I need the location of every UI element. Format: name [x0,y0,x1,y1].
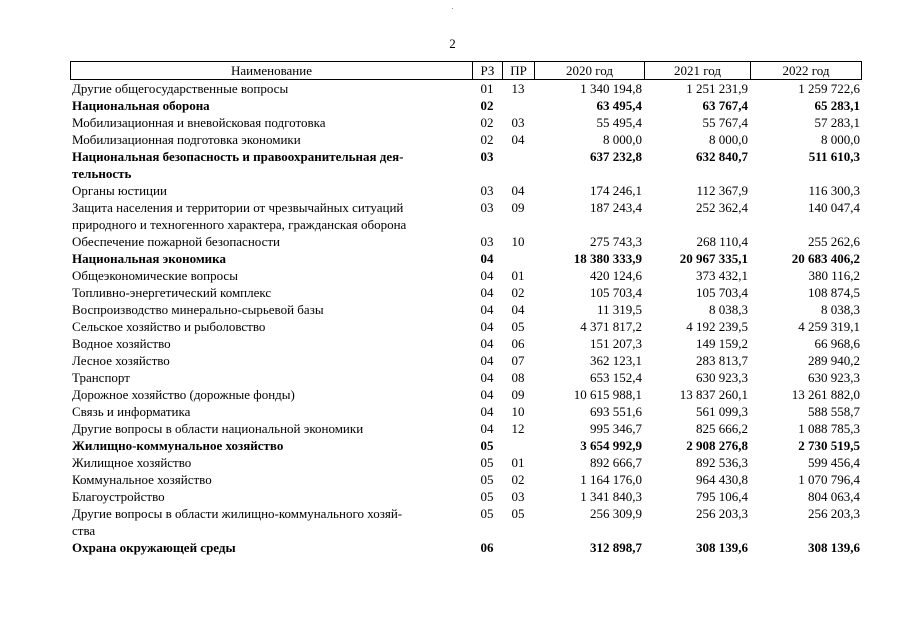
table-body [70,80,862,556]
row-value-2020: 362 123,1 [590,353,642,368]
row-rz: 04 [480,353,494,368]
row-value-2021: 825 666,2 [696,421,748,436]
row-rz: 04 [480,302,494,317]
row-rz: 02 [480,132,494,147]
row-name: Мобилизационная подготовка экономики [72,132,301,147]
row-value-2022: 116 300,3 [808,183,860,198]
row-rz: 06 [480,540,494,555]
row-value-2020: 653 152,4 [590,370,642,385]
row-value-2022: 255 262,6 [808,234,860,249]
row-value-2022: 1 259 722,6 [798,81,860,96]
section-row [70,97,862,114]
table-row [70,454,862,471]
row-name: Сельское хозяйство и рыболовство [72,319,266,334]
row-value-2020: 11 319,5 [596,302,642,317]
row-rz: 03 [480,183,494,198]
row-value-2020: 8 000,0 [603,132,642,147]
row-rz: 02 [480,98,494,113]
row-rz: 05 [480,472,494,487]
row-name: Мобилизационная и вневойсковая подготовка [72,115,326,130]
row-rz [472,216,502,233]
row-value-2022: 511 610,3 [808,149,860,164]
row-name: природного и техногенного характера, гражданская оборона [72,217,407,232]
header-2022: 2022 год [750,62,862,79]
row-pr [502,216,534,233]
row-value-2021 [644,216,750,233]
row-name: Жилищно-коммунальное хозяйство [72,438,284,453]
table-row [70,335,862,352]
row-pr: 01 [511,268,525,283]
row-value-2022: 2 730 519,5 [798,438,860,453]
row-value-2022: 308 139,6 [808,540,860,555]
table-row [70,267,862,284]
row-pr [502,250,534,267]
table-row [70,488,862,505]
row-value-2022: 804 063,4 [808,489,860,504]
row-value-2021: 63 767,4 [702,98,748,113]
row-pr: 09 [511,387,525,402]
row-value-2021: 964 430,8 [696,472,748,487]
row-name: Обеспечение пожарной безопасности [72,234,281,249]
row-name: Воспроизводство минерально-сырьевой базы [72,302,324,317]
row-rz [472,165,502,182]
table-row [70,284,862,301]
row-value-2020: 892 666,7 [590,455,642,470]
section-row [70,148,862,165]
row-value-2022: 599 456,4 [808,455,860,470]
page-number: 2 [449,36,456,51]
section-row [70,165,862,182]
row-name: ства [72,523,96,538]
row-value-2022: 140 047,4 [808,200,860,215]
row-value-2021: 630 923,3 [696,370,748,385]
row-value-2022: 256 203,3 [808,506,860,521]
row-value-2020 [534,165,644,182]
row-rz: 01 [480,81,494,96]
row-pr [502,539,534,556]
row-value-2020: 18 380 333,9 [573,251,642,266]
table-row [70,386,862,403]
row-value-2020: 187 243,4 [590,200,642,215]
row-value-2022: 13 261 882,0 [791,387,860,402]
row-value-2021: 256 203,3 [696,506,748,521]
row-name: Водное хозяйство [72,336,171,351]
row-value-2022: 1 088 785,3 [798,421,860,436]
row-name: Защита населения и территории от чрезвычайных ситуаций [72,200,404,215]
row-rz: 02 [480,115,494,130]
row-rz: 05 [480,455,494,470]
row-name: Охрана окружающей среды [72,540,236,555]
row-name: Национальная оборона [72,98,210,113]
row-value-2021: 112 367,9 [696,183,748,198]
table-row [70,403,862,420]
row-value-2020: 10 615 988,1 [573,387,642,402]
header-rz: РЗ [472,62,502,79]
row-pr [502,148,534,165]
row-value-2021: 308 139,6 [696,540,748,555]
row-rz: 04 [480,404,494,419]
row-rz: 04 [480,251,494,266]
row-value-2020: 693 551,6 [590,404,642,419]
table-row [70,216,862,233]
row-value-2020: 420 124,6 [590,268,642,283]
row-value-2022: 289 940,2 [808,353,860,368]
row-value-2020: 151 207,3 [590,336,642,351]
row-value-2020: 105 703,4 [590,285,642,300]
table-header [70,61,862,80]
row-value-2021: 373 432,1 [696,268,748,283]
header-2020: 2020 год [534,62,644,79]
row-value-2021: 13 837 260,1 [679,387,748,402]
row-pr: 03 [511,489,525,504]
row-name: Общеэкономические вопросы [72,268,238,283]
row-rz: 03 [480,149,494,164]
table-row [70,318,862,335]
row-value-2022: 8 038,3 [821,302,860,317]
table-row [70,420,862,437]
row-value-2021: 149 159,2 [696,336,748,351]
row-pr: 10 [511,404,525,419]
row-name: Лесное хозяйство [72,353,170,368]
row-pr: 01 [511,455,525,470]
section-row [70,437,862,454]
row-pr: 04 [511,183,525,198]
row-value-2020: 1 340 194,8 [580,81,642,96]
row-pr [502,97,534,114]
row-value-2020: 4 371 817,2 [580,319,642,334]
row-value-2022: 8 000,0 [821,132,860,147]
scan-speck [452,8,453,9]
header-name: Наименование [70,62,472,79]
row-value-2021: 561 099,3 [696,404,748,419]
row-value-2020: 995 346,7 [590,421,642,436]
row-rz: 03 [480,234,494,249]
row-value-2022: 588 558,7 [808,404,860,419]
row-value-2021: 8 038,3 [709,302,748,317]
section-row [70,539,862,556]
row-pr: 13 [511,81,525,96]
row-name: Коммунальное хозяйство [72,472,212,487]
table-row [70,369,862,386]
row-rz: 04 [480,421,494,436]
header-2021: 2021 год [644,62,750,79]
row-value-2021: 632 840,7 [696,149,748,164]
row-value-2021 [644,522,750,539]
header-pr: ПР [502,62,534,79]
row-value-2020: 312 898,7 [590,540,642,555]
row-rz: 05 [480,438,494,453]
row-value-2021: 20 967 335,1 [679,251,748,266]
row-value-2022: 380 116,2 [808,268,860,283]
row-rz: 03 [480,200,494,215]
row-pr [502,165,534,182]
table-row [70,131,862,148]
row-pr: 02 [511,472,525,487]
row-pr: 05 [511,506,525,521]
row-name: тельность [72,166,132,181]
row-value-2021: 55 767,4 [702,115,748,130]
row-name: Национальная безопасность и правоохранительная дея- [72,149,404,164]
row-rz: 04 [480,370,494,385]
row-rz: 04 [480,268,494,283]
row-pr [502,437,534,454]
row-pr: 03 [511,115,525,130]
row-pr: 05 [511,319,525,334]
table-row [70,80,862,97]
row-value-2021: 8 000,0 [709,132,748,147]
row-name: Другие вопросы в области национальной экономики [72,421,364,436]
row-value-2022: 630 923,3 [808,370,860,385]
section-row [70,250,862,267]
row-name: Дорожное хозяйство (дорожные фонды) [72,387,295,402]
row-rz: 04 [480,319,494,334]
row-value-2020: 63 495,4 [596,98,642,113]
row-value-2021: 2 908 276,8 [686,438,748,453]
table-row [70,114,862,131]
row-name: Благоустройство [72,489,165,504]
table-row [70,352,862,369]
budget-table [70,61,862,556]
row-value-2021: 1 251 231,9 [686,81,748,96]
row-pr: 10 [511,234,525,249]
row-pr: 12 [511,421,525,436]
row-pr: 04 [511,132,525,147]
row-value-2020 [534,522,644,539]
row-value-2021: 252 362,4 [696,200,748,215]
row-value-2022 [750,165,862,182]
row-value-2020: 174 246,1 [590,183,642,198]
row-name: Национальная экономика [72,251,226,266]
row-name: Органы юстиции [72,183,167,198]
row-value-2021: 892 536,3 [696,455,748,470]
row-value-2021: 795 106,4 [696,489,748,504]
row-value-2020 [534,216,644,233]
row-value-2021: 105 703,4 [696,285,748,300]
table-row [70,505,862,522]
row-value-2020: 256 309,9 [590,506,642,521]
table-row [70,199,862,216]
row-value-2021: 4 192 239,5 [686,319,748,334]
row-name: Топливно-энергетический комплекс [72,285,272,300]
row-value-2022: 66 968,6 [814,336,860,351]
row-value-2020: 3 654 992,9 [580,438,642,453]
row-value-2022: 1 070 796,4 [798,472,860,487]
row-name: Другие общегосударственные вопросы [72,81,289,96]
row-rz: 04 [480,336,494,351]
row-value-2022 [750,216,862,233]
row-rz: 04 [480,285,494,300]
row-pr: 09 [511,200,525,215]
table-row [70,182,862,199]
row-value-2020: 637 232,8 [590,149,642,164]
row-pr: 02 [511,285,525,300]
row-rz: 04 [480,387,494,402]
row-value-2020: 275 743,3 [590,234,642,249]
row-value-2022: 57 283,1 [814,115,860,130]
table-row [70,522,862,539]
row-value-2021 [644,165,750,182]
row-value-2022 [750,522,862,539]
row-name: Транспорт [72,370,130,385]
row-rz: 05 [480,489,494,504]
table-row [70,233,862,250]
row-pr: 08 [511,370,525,385]
row-rz: 05 [480,506,494,521]
row-pr: 07 [511,353,525,368]
row-value-2022: 20 683 406,2 [791,251,860,266]
table-row [70,301,862,318]
row-pr: 04 [511,302,525,317]
row-rz [472,522,502,539]
row-value-2021: 268 110,4 [696,234,748,249]
row-pr [502,522,534,539]
row-pr: 06 [511,336,525,351]
row-name: Другие вопросы в области жилищно-коммунального хозяй- [72,506,403,521]
row-value-2020: 55 495,4 [596,115,642,130]
row-value-2022: 4 259 319,1 [798,319,860,334]
row-value-2020: 1 341 840,3 [580,489,642,504]
row-name: Связь и информатика [72,404,191,419]
row-value-2021: 283 813,7 [696,353,748,368]
row-value-2022: 108 874,5 [808,285,860,300]
row-value-2022: 65 283,1 [814,98,860,113]
table-row [70,471,862,488]
row-name: Жилищное хозяйство [72,455,192,470]
row-value-2020: 1 164 176,0 [580,472,642,487]
